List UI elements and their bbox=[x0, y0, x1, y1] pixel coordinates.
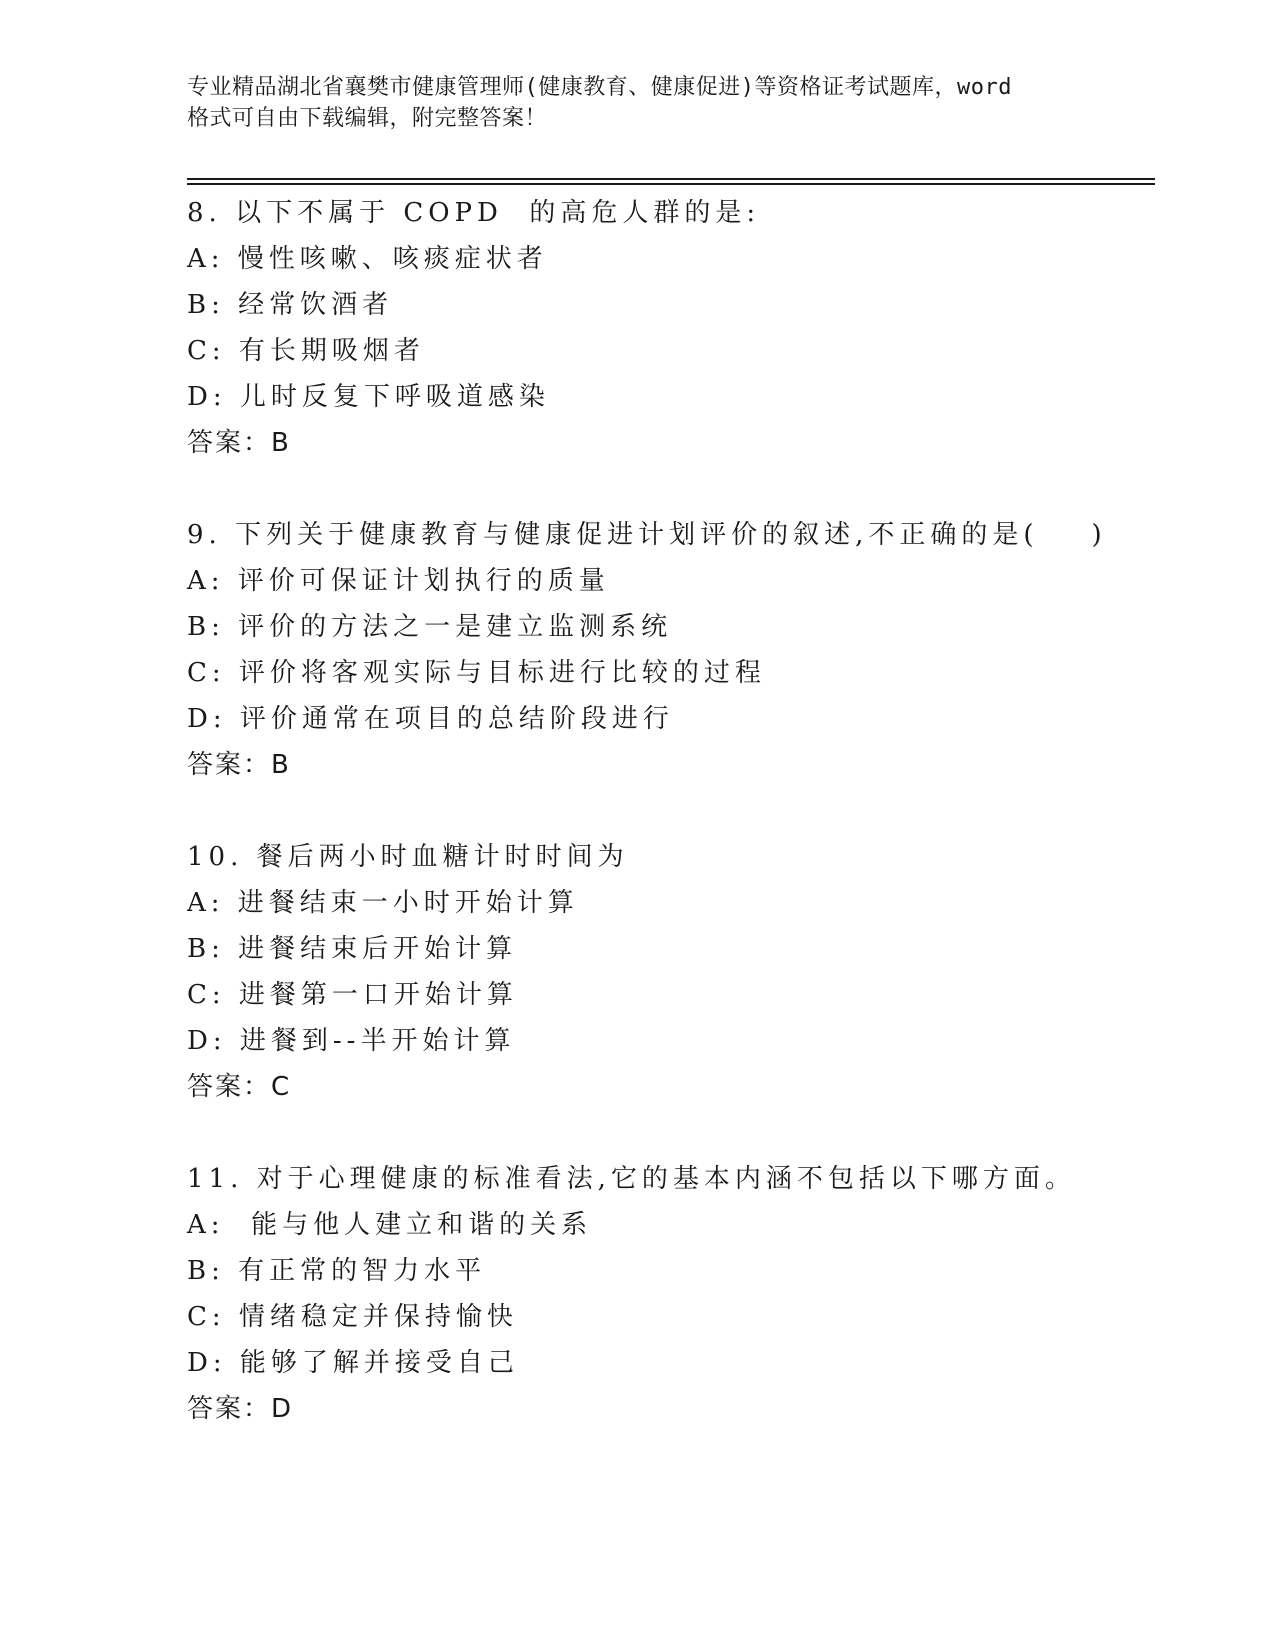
header-line-1: 专业精品湖北省襄樊市健康管理师(健康教育、健康促进)等资格证考试题库，word bbox=[187, 75, 1012, 100]
option-b: B: 有正常的智力水平 bbox=[187, 1256, 487, 1286]
header-divider-bottom bbox=[187, 183, 1155, 185]
header-divider-top bbox=[187, 178, 1155, 180]
question-stem: 9. 下列关于健康教育与健康促进计划评价的叙述,不正确的是( ) bbox=[187, 520, 1107, 550]
option-c: C: 评价将客观实际与目标进行比较的过程 bbox=[187, 658, 766, 688]
option-d: D: 进餐到--半开始计算 bbox=[187, 1026, 516, 1056]
option-d: D: 儿时反复下呼吸道感染 bbox=[187, 382, 550, 412]
question-stem: 8. 以下不属于 COPD 的高危人群的是: bbox=[187, 198, 761, 228]
question-list bbox=[187, 190, 1155, 1478]
header-line-2: 格式可自由下载编辑，附完整答案！ bbox=[187, 106, 548, 131]
option-c: C: 有长期吸烟者 bbox=[187, 336, 425, 366]
option-b: B: 经常饮酒者 bbox=[187, 290, 394, 320]
option-a: A: 评价可保证计划执行的质量 bbox=[187, 566, 610, 596]
question-stem: 11. 对于心理健康的标准看法,它的基本内涵不包括以下哪方面。 bbox=[187, 1164, 1076, 1194]
option-d: D: 评价通常在项目的总结阶段进行 bbox=[187, 704, 674, 734]
answer-label: 答案：B bbox=[187, 750, 291, 780]
question-10 bbox=[187, 834, 1155, 1110]
option-c: C: 进餐第一口开始计算 bbox=[187, 980, 518, 1010]
option-c: C: 情绪稳定并保持愉快 bbox=[187, 1302, 518, 1332]
document-header bbox=[187, 72, 1087, 134]
question-11 bbox=[187, 1156, 1155, 1432]
option-b: B: 进餐结束后开始计算 bbox=[187, 934, 518, 964]
answer-label: 答案：C bbox=[187, 1072, 292, 1102]
option-b: B: 评价的方法之一是建立监测系统 bbox=[187, 612, 673, 642]
answer-label: 答案：D bbox=[187, 1394, 294, 1424]
question-stem: 10. 餐后两小时血糖计时时间为 bbox=[187, 842, 629, 872]
option-a: A: 慢性咳嗽、咳痰症状者 bbox=[187, 244, 548, 274]
option-a: A: 能与他人建立和谐的关系 bbox=[187, 1210, 593, 1240]
option-d: D: 能够了解并接受自己 bbox=[187, 1348, 519, 1378]
question-8 bbox=[187, 190, 1155, 466]
question-9 bbox=[187, 512, 1155, 788]
answer-label: 答案：B bbox=[187, 428, 291, 458]
option-a: A: 进餐结束一小时开始计算 bbox=[187, 888, 579, 918]
